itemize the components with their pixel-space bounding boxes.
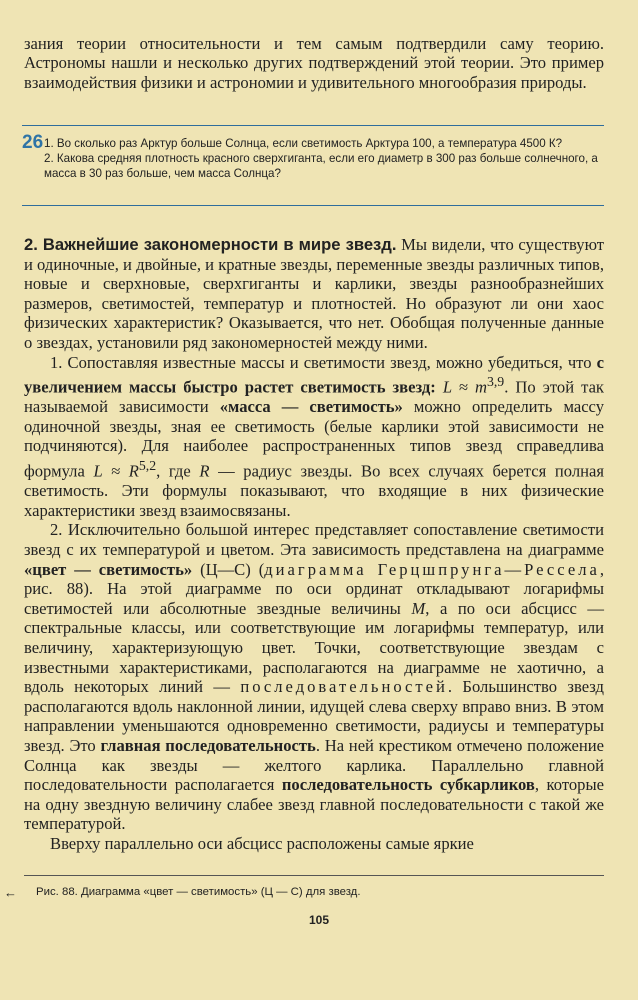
p1-bold-statement: с увеличением массы быстро растет светимость звезд:	[24, 352, 604, 397]
formula-mass-luminosity: L ≈ m	[435, 377, 487, 397]
questions-bottom-rule	[22, 205, 604, 206]
arrow-left-icon: ←	[4, 885, 17, 900]
term-subdwarf-sequence: последовательность субкарликов	[281, 775, 535, 795]
p2-text-g: , которые на одну звездную величину слабее звезд главной последовательности с такой же температурой.	[24, 775, 604, 834]
paragraph-continuation: Вверху параллельно оси абсцисс расположены самые яркие	[50, 833, 474, 853]
section-heading: 2. Важнейшие закономерности в мире звезд.	[24, 235, 397, 254]
term-main-sequence: главная последовательность	[100, 735, 316, 755]
p2-text-c: , рис. 88). На этой диаграмме по оси ординат откладывают логарифмы светимостей или абсолютные звездные величины	[24, 559, 605, 618]
paragraph-color-luminosity	[24, 520, 604, 834]
p1-text-c: можно определить массу одиночной звезды, зная ее светимость (белые карлики этой зависимости не подчиняются). Для наиболее распространенных типов звезд справедлива формула	[24, 397, 604, 481]
formula-exponent: 5,2	[138, 458, 157, 474]
intro-paragraph	[24, 34, 604, 92]
p1-text-a: 1. Сопоставляя известные массы и светимости звезд, можно убедиться, что	[50, 352, 597, 372]
p1-text-e: — радиус звезды. Во всех случаях берется полная светимость. Эти формулы показывают, что входящие в них физические характеристики звезд взаимосвязаны.	[24, 461, 604, 520]
term-sequences: последовательностей	[240, 677, 448, 697]
p2-text-a: 2. Исключительно большой интерес представляет сопоставление светимости звезд с их температурой и цветом. Эта зависимость представлена на диаграмме	[24, 520, 604, 559]
question-section-number: 26	[22, 132, 44, 153]
section-intro-paragraph	[24, 235, 604, 353]
p2-text-b: (Ц—С) (	[192, 559, 265, 579]
formula-radius-luminosity: L ≈ R	[93, 461, 139, 481]
formula-exponent: 3,9	[486, 374, 505, 390]
variable-m: M	[411, 598, 426, 618]
figure-caption	[0, 884, 638, 904]
variable-r: R	[199, 461, 210, 481]
p2-text-f: . На ней крестиком отмечено положение Солнца как звезды — желтого карлика. Параллельно главной последовательности располагается	[24, 735, 605, 795]
question-list	[44, 136, 604, 181]
question-item: 1. Во сколько раз Арктур больше Солнца, если светимость Арктура 100, а температура 4500 К?	[44, 137, 563, 150]
intro-text: зания теории относительности и тем самым подтвердили саму теорию. Астрономы нашли и несколько других подтверждений этой теории. Это пример взаимодействия физики и астрономии и удивительного многообразия природы.	[24, 34, 604, 92]
main-text	[24, 235, 604, 853]
term-hr-diagram: диаграмма Герцшпрунга—Рессела	[264, 559, 600, 579]
p2-text-d: , а по оси абсцисс — спектральные классы, или соответствующие им логарифмы температур, или величину, характеризующую цвет. Точки, соответствующие звездам с известными характеристиками, располагаются на диаграмме не хаотично, а вдоль некоторых линий —	[24, 598, 604, 697]
term-mass-luminosity: «масса — светимость»	[219, 397, 403, 417]
paragraph-mass-luminosity	[24, 353, 604, 521]
p2-text-e: . Большинство звезд располагаются вдоль наклонной линии, идущей слева сверху вправо вниз. В этом направлении уменьшаются одновременно светимости, радиусы и температуры звезд. Это	[24, 677, 604, 755]
questions-top-rule	[22, 125, 604, 126]
term-color-luminosity: «цвет — светимость»	[24, 559, 193, 579]
page-number: 105	[308, 913, 330, 927]
p1-text-d: , где	[156, 461, 200, 481]
caption-rule	[24, 875, 604, 876]
p1-text-b: . По этой так называемой зависимости	[24, 377, 604, 417]
question-item: 2. Какова средняя плотность красного сверхгиганта, если его диаметр в 300 раз больше солнечного, а масса в 30 раз больше, чем масса Солнца?	[44, 152, 598, 180]
caption-text: Рис. 88. Диаграмма «цвет — светимость» (Ц — С) для звезд.	[36, 886, 361, 898]
questions-block	[22, 133, 604, 181]
section-intro-text: Мы видели, что существуют и одиночные, и двойные, и кратные звезды, переменные звезды различных типов, новые и сверхновые, сверхгиганты и карлики, звезды разнообразнейших размеров, светимостей, температур и плотностей. Но образуют ли они хаос физических характеристик? Оказывается, что нет. Обобщая полученные данные о звездах, установили ряд закономерностей между ними.	[24, 235, 604, 352]
